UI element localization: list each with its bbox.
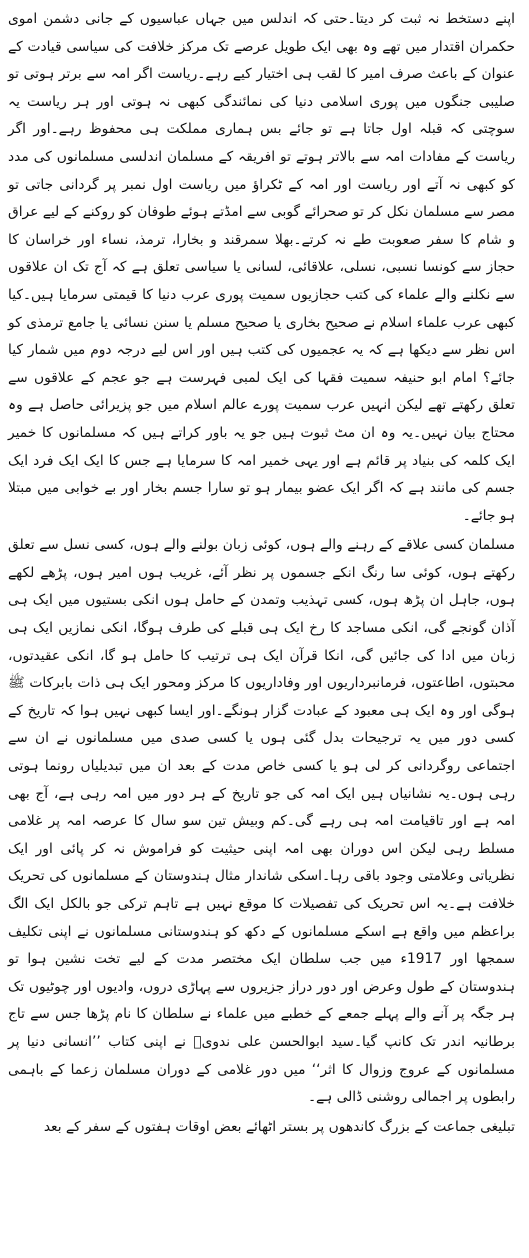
paragraph-3: تبلیغی جماعت کے بزرگ کاندھوں پر بستر اٹھائے بعض اوقات ہفتوں کے سفر کے بعد — [43, 1118, 515, 1135]
paragraph-1: اپنے دستخط نہ ثبت کر دیتا۔حتی کہ اندلس میں جہاں عباسیوں کے جانی دشمن اموی حکمران اقتدار میں تھے وہ بھی ایک طویل عرصے تک مرکز خلافت کی سیاسی قیادت کے عنوان کے باعث صرف امیر کا لقب ہی اختیار کیے رہے۔ریاست اگر امہ سے برتر ہوتی تو صلیبی جنگوں میں پوری اسلامی دنیا کی نمائندگی کبھی نہ ہوتی اور ہر ریاست یہ سوچتی کہ قبلہ اول جاتا ہے تو جائے بس ہماری مملکت ہی محفوظ رہے۔اور اگر ریاست کے مفادات امہ سے بالاتر ہوتے تو افریقہ کے مسلمان اندلسی مسلمانوں کی مدد کو کبھی نہ آتے اور ریاست اور امہ کے ٹکراؤ میں ریاست اول نمبر پر گردانی جاتی تو مصر سے مسلمان نکل کر تو صحرائے گوبی سے امڈتے ہوئے طوفان کو روکنے کے لیے عراق و شام کا سفر صعوبت طے نہ کرتے۔بھلا سمرقند و بخارا، ترمذ، نساء اور خراسان کا حجاز سے کونسا نسبی، نسلی، علاقائی، لسانی یا سیاسی تعلق ہے کہ آج تک ان علاقوں سے نکلنے والے علماء کی کتب حجازیوں سمیت پوری عرب دنیا کا قیمتی سرمایا ہیں۔کیا کبھی عرب علماء اسلام نے صحیح بخاری یا صحیح مسلم یا سنن نسائی یا جامع ترمذی کو اس نظر سے دیکھا ہے کہ یہ عجمیوں کی کتب ہیں اور اس لیے درجہ دوم میں شمار کیا جائے؟ امام ابو حنیفہ سمیت فقہا کی ایک لمبی فہرست ہے جو عجم کے علاقوں سے تعلق رکھتے تھے لیکن انہیں عرب سمیت پورے عالم اسلام میں جو پزیرائی حاصل ہے وہ محتاج بیان نہیں۔یہ وہ ان مٹ ثبوت ہیں جو یہ باور کراتے ہیں کہ مسلمانوں کا خمیر ایک کلمہ کی بنیاد پر قائم ہے اور یہی خمیر امہ کا سرمایا ہے جس کا ایک ایک فرد ایک جسم کی مانند ہے کہ اگر ایک عضو بیمار ہو تو سارا جسم بخار اور بے خوابی میں مبتلا ہو جائے۔ — [8, 11, 515, 524]
paragraph-2: مسلمان کسی علاقے کے رہنے والے ہوں، کوئی زبان بولنے والے ہوں، کسی نسل سے تعلق رکھتے ہوں، کوئی سا رنگ انکے جسموں پر نظر آئے، غریب ہوں امیر ہوں، پڑھے لکھے ہوں، جاہل ان پڑھ ہوں، کسی تہذیب وتمدن کے حامل ہوں انکی بستیوں میں ایک ہی آذان گونجے گی، انکی مساجد کا رخ ایک ہی قبلے کی طرف ہوگا، انکی نمازیں ایک ہی زبان میں ادا کی جائیں گی، انکا قرآن ایک ہی ترتیب کا حامل ہو گا، انکی عقیدتوں، محبتوں، اطاعتوں، فرمانبرداریوں اور وفاداریوں کا مرکز ومحور ایک ہی ذات بابرکات ﷺ ہوگی اور وہ ایک ہی معبود کے عبادت گزار ہونگے۔اور ایسا کبھی نہیں ہوا کہ تاریخ کے کسی دور میں یہ ترجیحات بدل گئی ہوں یا کسی صدی میں مسلمانوں نے ان سے اجتماعی روگردانی کر لی ہو یا کسی خاص مدت کے بعد ان میں تبدیلیاں رونما ہوتی رہی ہوں۔یہ نشانیاں ہیں ایک امہ کی جو تاریخ کے ہر دور میں امہ رہی ہے، آج بھی امہ ہے اور تاقیامت امہ ہی رہے گی۔کم وبیش تین سو سال کا عرصہ امہ پر غلامی مسلط رہی لیکن اس دوران بھی امہ اپنی حیثیت کو فراموش نہ کر پائی اور ایک نظریاتی وعلامتی وجود باقی رہا۔اسکی شاندار مثال ہندوستان کے مسلمانوں کی تحریک خلافت ہے۔یہ اس تحریک کی تفصیلات کا موقع نہیں ہے تاہم ترکی جو بالکل ایک الگ براعظم میں واقع ہے اسکے مسلمانوں کے دکھ کو ہندوستانی مسلمانوں نے اپنی تکلیف سمجھا اور 1917ء میں جب سلطان ایک مختصر مدت کے لیے تخت نشین ہوا تو ہندوستان کے طول وعرض اور دور دراز جزیروں سے پہاڑی دروں، وادیوں اور چوٹیوں تک ہر جگہ پر آنے والے پہلے جمعے کے خطبے میں علماء نے سلطان کا نام پڑھا جس سے تاج برطانیہ اندر تک کانپ گیا۔سید ابوالحسن علی ندویؒ نے اپنی کتاب ’’انسانی دنیا پر مسلمانوں کے عروج وزوال کا اثر‘‘ میں دور غلامی کے دوران مسلمان زعما کے باہمی رابطوں پر اجمالی روشنی ڈالی ہے۔ — [8, 537, 515, 1106]
